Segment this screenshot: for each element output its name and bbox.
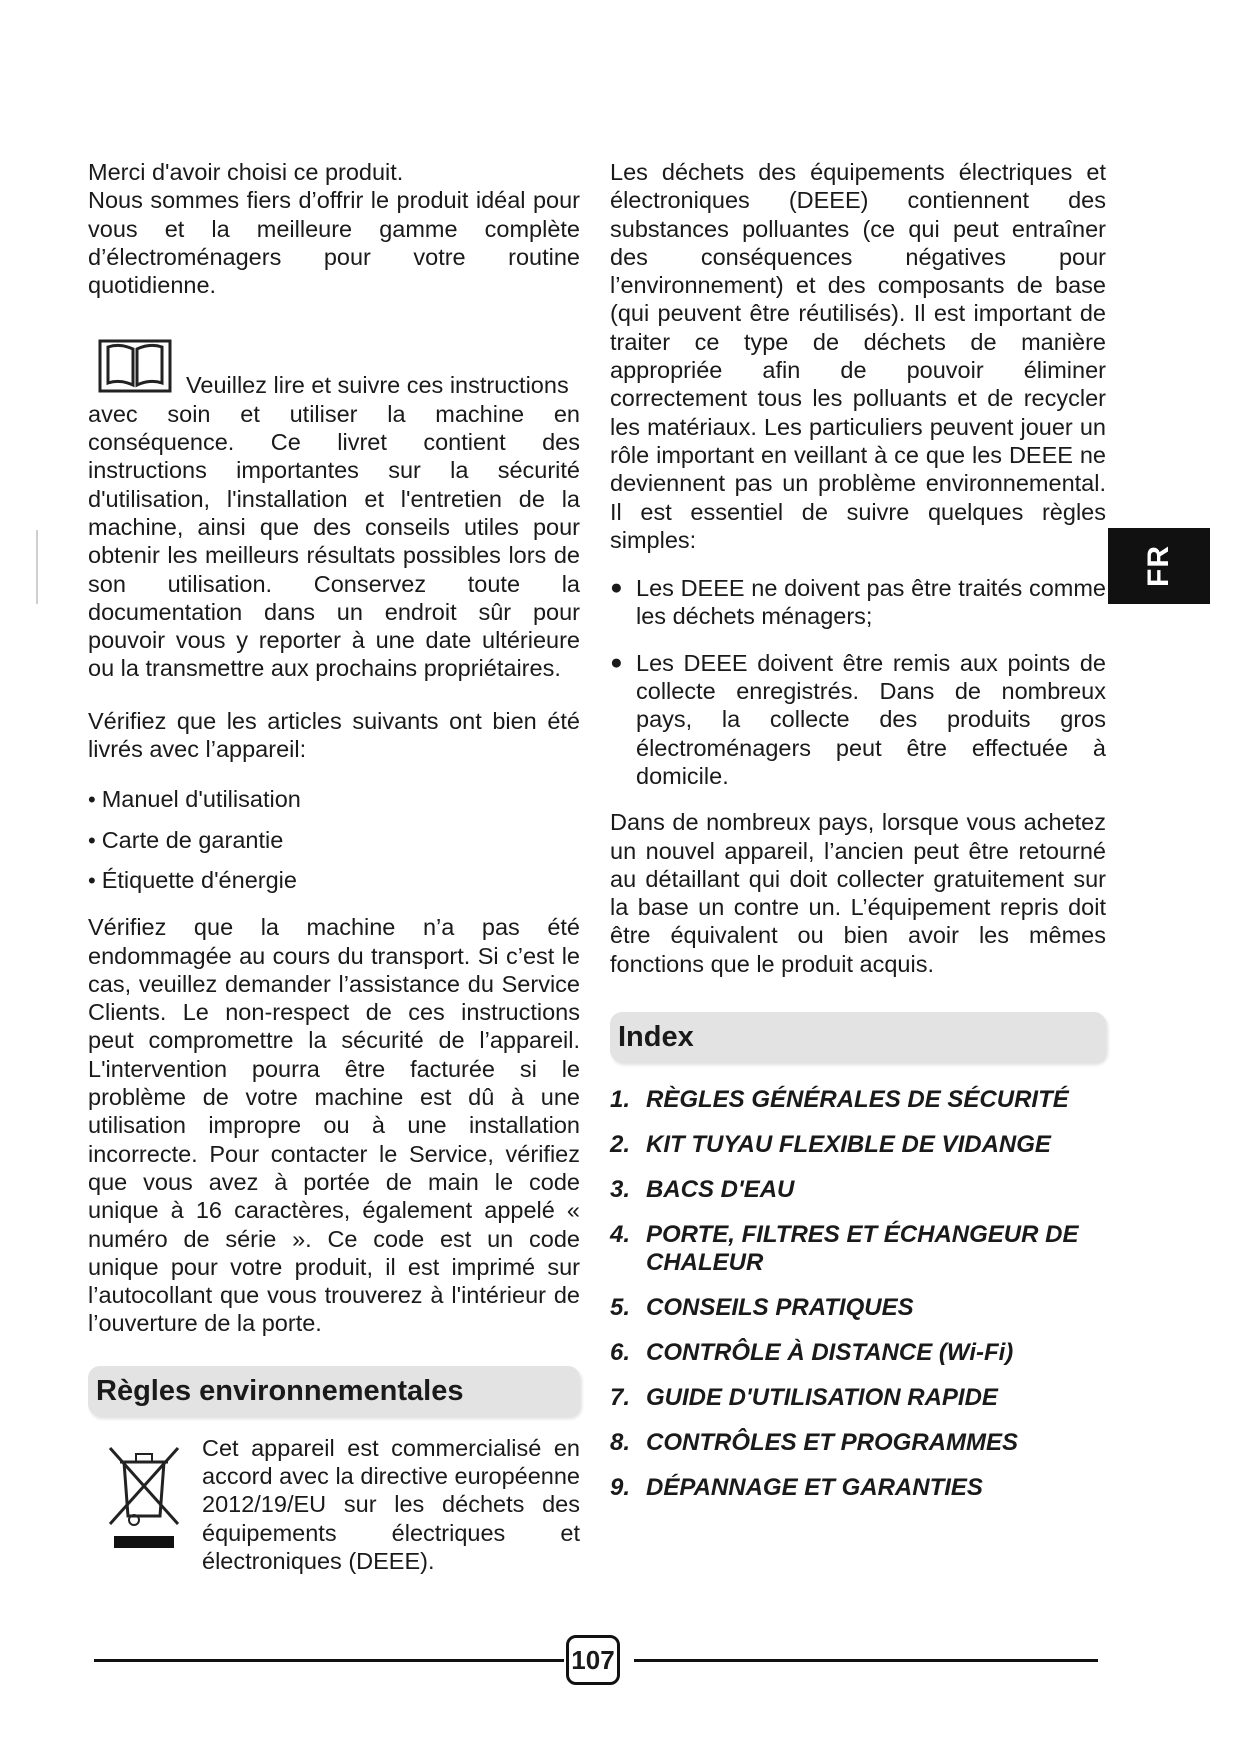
index-heading: Index [610, 1012, 1106, 1062]
page-number: 107 [566, 1635, 620, 1685]
index-item[interactable]: 9. DÉPANNAGE ET GARANTIES [610, 1474, 983, 1502]
margin-line [36, 530, 38, 604]
language-tab-label: FR [1142, 545, 1175, 587]
manual-notice [88, 337, 580, 682]
list-item: ● Les DEEE ne doivent pas être traités comme les déchets ménagers; [610, 574, 1106, 631]
index-item[interactable]: 3. BACS D'EAU [610, 1176, 795, 1204]
damage-check-text: Vérifiez que la machine n’a pas été endommagée au cours du transport. Si c’est le cas, veuillez demander l’assistance du Service Clients. Le non-respect de ces instructions peut compromettre la sécurité de l’appareil. L'intervention pourra être facturée si le problème de votre machine est dû à une utilisation impropre ou à une installation incorrecte. Pour contacter le Service, vérifiez que vous avez à portée de main le code unique à 16 caractères, également appelé « numéro de série ». Ce code est un code unique pour votre produit, il est imprimé sur l’autocollant que vous trouverez à l'intérieur de l’ouverture de la porte. [88, 914, 580, 1337]
index-item[interactable]: 7. GUIDE D'UTILISATION RAPIDE [610, 1384, 998, 1412]
manual-instruction-first: Veuillez lire et suivre ces instructions [186, 372, 569, 399]
index-item[interactable]: 4. PORTE, FILTRES ET ÉCHANGEUR DE CHALEUR [610, 1221, 1079, 1277]
index-item[interactable]: 6. CONTRÔLE À DISTANCE (Wi-Fi) [610, 1339, 1014, 1367]
environment-heading: Règles environnementales [88, 1366, 580, 1416]
right-column [610, 158, 1106, 1519]
manual-instruction-text: avec soin et utiliser la machine en conséquence. Ce livret contient des instructions importantes sur la sécurité d'utilisation, l'installation et l'entretien de la machine, ainsi que des conseils utiles pour obtenir les meilleurs résultats possibles lors de son utilisation. Conservez toute la documentation dans un endroit sûr pour pouvoir vous y reporter à une date ultérieure ou la transmettre aux prochains propriétaires. [88, 400, 580, 682]
list-item: • Carte de garantie [88, 826, 580, 855]
open-book-icon [98, 337, 172, 393]
index-list [610, 1086, 1106, 1502]
index-item[interactable]: 2. KIT TUYAU FLEXIBLE DE VIDANGE [610, 1131, 1051, 1159]
footer-rule-right [634, 1659, 1098, 1662]
delivered-items-list [88, 785, 580, 895]
left-column [88, 158, 580, 1575]
weee-directive-text: Cet appareil est commercialisé en accord avec la directive européenne 2012/19/EU sur les déchets des équipements électriques et électroniques (DEEE). [202, 1434, 580, 1574]
return-text: Dans de nombreux pays, lorsque vous achetez un nouvel appareil, l’ancien peut être retourné au détaillant qui doit collecter gratuitement sur la base un contre un. L’équipement repris doit être équivalent ou bien avoir les mêmes fonctions que le produit acquis. [610, 809, 1106, 977]
intro-thanks: Merci d'avoir choisi ce produit. [88, 159, 404, 185]
check-items-text: Vérifiez que les articles suivants ont bien été livrés avec l’appareil: [88, 707, 580, 763]
list-item: ● Les DEEE doivent être remis aux points de collecte enregistrés. Dans de nombreux pays, la collecte des produits gros électroménagers peut être effectuée à domicile. [610, 649, 1106, 790]
index-item[interactable]: 8. CONTRÔLES ET PROGRAMMES [610, 1429, 1019, 1457]
footer-rule-left [94, 1659, 564, 1662]
intro-text: Nous sommes fiers d’offrir le produit idéal pour vous et la meilleure gamme complète d’électroménagers pour votre routine quotidienne. [88, 187, 580, 299]
index-item[interactable]: 1. RÈGLES GÉNÉRALES DE SÉCURITÉ [610, 1086, 1069, 1114]
crossed-bin-icon [104, 1440, 184, 1550]
deee-intro-text: Les déchets des équipements électriques et électroniques (DEEE) contiennent des substances polluantes (ce qui peut entraîner des conséquences négatives pour l’environnement) et des composants de base (qui peuvent être réutilisés). Il est important de traiter ce type de déchets de manière appropriée afin de pouvoir éliminer correctement tous les polluants et de recycler les matériaux. Les particuliers peuvent jouer un rôle important en veillant à ce que les DEEE ne deviennent pas un problème environnemental. Il est essentiel de suivre quelques règles simples: [610, 159, 1106, 553]
list-item: • Manuel d'utilisation [88, 785, 580, 814]
weee-notice [88, 1434, 580, 1575]
deee-rules-list [610, 574, 1106, 790]
list-item: • Étiquette d'énergie [88, 866, 580, 895]
language-tab [1108, 528, 1210, 604]
index-item[interactable]: 5. CONSEILS PRATIQUES [610, 1294, 914, 1322]
